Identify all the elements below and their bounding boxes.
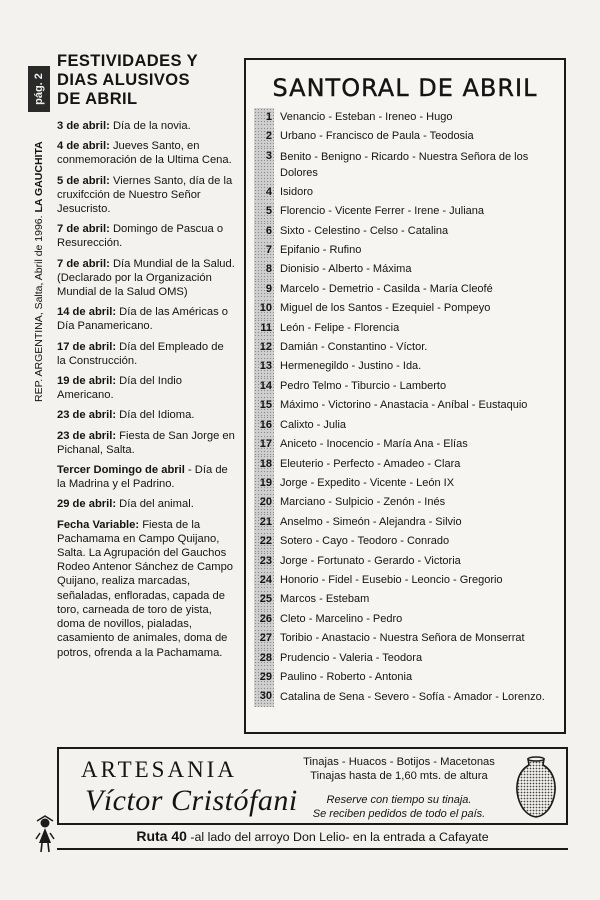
festividad-text: Día de la novia. xyxy=(109,120,191,132)
festividad-date: 29 de abril: xyxy=(57,498,117,511)
santoral-day-number: 5 xyxy=(254,202,274,221)
santoral-row xyxy=(254,319,556,338)
publication-line: REP. ARGENTINA, Salta, Abril de 1996. xyxy=(33,215,45,402)
santoral-row xyxy=(254,222,556,241)
page-number-label: pág. 2 xyxy=(33,73,46,105)
santoral-day-names: Sixto - Celestino - Celso - Catalina xyxy=(280,224,449,237)
santoral-day-names: Venancio - Esteban - Ireneo - Hugo xyxy=(280,111,453,123)
santoral-day-names: Marcelo - Demetrio - Casilda - María Cleofé xyxy=(280,282,493,295)
festividades-title xyxy=(57,52,235,109)
gauchita-mascot-icon xyxy=(34,815,56,855)
santoral-day-names: Calixto - Julia xyxy=(280,418,347,431)
festividad-date: 5 de abril: xyxy=(57,174,110,187)
reserve-line: Reserve con tiempo su tinaja. xyxy=(326,794,472,806)
reserve-line: Se reciben pedidos de todo el país. xyxy=(312,808,486,820)
santoral-day-names: Florencio - Vicente Ferrer - Irene - Juliana xyxy=(280,205,484,218)
santoral-day-number: 23 xyxy=(254,552,274,571)
santoral-day-names: Hermenegildo - Justino - Ida. xyxy=(280,360,422,373)
santoral-day-names: Catalina de Sena - Severo - Sofía - Amador - Lorenzo. xyxy=(280,691,545,704)
festividad-text: Día Mundial de la Salud. (Declarado por la Organización Mundial de la Salud OMS) xyxy=(57,257,235,299)
festividad-item xyxy=(57,257,235,300)
festividades-title-line: DE ABRIL xyxy=(57,90,138,108)
santoral-day-names: Benito - Benigno - Ricardo - Nuestra Señora de los Dolores xyxy=(280,150,529,179)
tinaja-jar-icon xyxy=(514,755,558,819)
festividad-date: 7 de abril: xyxy=(57,223,110,236)
products-text xyxy=(299,755,499,783)
santoral-day-number: 7 xyxy=(254,241,274,260)
festividad-text: Domingo de Pascua o Resurección. xyxy=(57,223,224,250)
festividad-item xyxy=(57,174,235,217)
festividades-title-line: FESTIVIDADES Y xyxy=(57,52,198,70)
festividad-text: - Día de la Madrina y el Padrino. xyxy=(57,464,228,491)
festividad-date: 4 de abril: xyxy=(57,140,110,153)
santoral-list xyxy=(254,108,556,707)
santoral-day-number: 21 xyxy=(254,513,274,532)
santoral-row xyxy=(254,127,556,146)
santoral-day-number: 26 xyxy=(254,610,274,629)
santoral-day-number: 14 xyxy=(254,377,274,396)
santoral-row xyxy=(254,552,556,571)
ruta-text: -al lado del arroyo Don Lelio- en la entrada a Cafayate xyxy=(186,830,489,844)
festividad-item xyxy=(57,408,235,422)
santoral-day-names: Anselmo - Simeón - Alejandra - Silvio xyxy=(280,515,462,528)
festividad-text: Fiesta de San Jorge en Pichanal, Salta. xyxy=(57,429,235,456)
santoral-title: SANTORAL DE ABRIL xyxy=(272,74,538,102)
products-line: Tinajas hasta de 1,60 mts. de altura xyxy=(310,770,488,782)
festividades-column xyxy=(57,52,235,666)
santoral-day-names: Damián - Constantino - Víctor. xyxy=(280,341,428,354)
santoral-row xyxy=(254,241,556,260)
festividad-date: 3 de abril: xyxy=(57,120,110,132)
artesania-ad xyxy=(57,747,568,825)
santoral-day-names: Urbano - Francisco de Paula - Teodosia xyxy=(280,130,474,143)
festividad-date: 23 de abril: xyxy=(57,429,117,442)
santoral-row xyxy=(254,260,556,279)
santoral-day-number: 25 xyxy=(254,590,274,609)
artisan-name: Víctor Cristófani xyxy=(85,784,298,817)
festividad-date: Tercer Domingo de abril xyxy=(57,464,185,477)
santoral-day-names: Marcos - Estebam xyxy=(280,593,370,606)
santoral-day-number: 17 xyxy=(254,435,274,454)
santoral-day-number: 18 xyxy=(254,455,274,474)
santoral-day-number: 12 xyxy=(254,338,274,357)
festividad-text: Día del animal. xyxy=(116,498,194,511)
santoral-day-names: Máximo - Victorino - Anastacia - Aníbal - Eustaquio xyxy=(280,399,528,412)
festividades-title-line: DIAS ALUSIVOS xyxy=(57,71,190,89)
festividad-item xyxy=(57,463,235,491)
santoral-row xyxy=(254,474,556,493)
santoral-day-number: 11 xyxy=(254,319,274,338)
santoral-row xyxy=(254,338,556,357)
reserve-text xyxy=(299,793,499,821)
artesania-title: ARTESANIA xyxy=(81,757,237,782)
santoral-row xyxy=(254,649,556,668)
santoral-row xyxy=(254,590,556,609)
santoral-row xyxy=(254,513,556,532)
festividades-list xyxy=(57,119,235,660)
santoral-row xyxy=(254,202,556,221)
santoral-row xyxy=(254,108,556,127)
festividad-text: Jueves Santo, en conmemoración de la Ultima Cena. xyxy=(57,140,232,167)
santoral-day-names: Cleto - Marcelino - Pedro xyxy=(280,612,403,625)
santoral-row xyxy=(254,455,556,474)
santoral-day-number: 9 xyxy=(254,280,274,299)
santoral-day-names: Jorge - Fortunato - Gerardo - Victoria xyxy=(280,554,461,567)
santoral-day-number: 20 xyxy=(254,493,274,512)
santoral-row xyxy=(254,396,556,415)
festividad-item xyxy=(57,518,235,660)
santoral-box xyxy=(244,58,566,734)
publication-name: LA GAUCHITA xyxy=(33,141,45,213)
publication-info xyxy=(32,124,46,402)
santoral-row xyxy=(254,532,556,551)
santoral-day-names: Aniceto - Inocencio - María Ana - Elías xyxy=(280,438,468,451)
festividad-text: Día del Indio Americano. xyxy=(57,375,183,402)
santoral-row xyxy=(254,687,556,707)
santoral-day-names: Isidoro xyxy=(280,185,314,198)
santoral-day-number: 16 xyxy=(254,416,274,435)
santoral-day-names: Epifanio - Rufino xyxy=(280,244,362,257)
festividad-date: 14 de abril: xyxy=(57,306,117,319)
santoral-row xyxy=(254,183,556,202)
santoral-day-number: 8 xyxy=(254,260,274,279)
santoral-day-names: Toribio - Anastacio - Nuestra Señora de Monserrat xyxy=(280,632,525,645)
santoral-row xyxy=(254,377,556,396)
santoral-day-number: 2 xyxy=(254,127,274,146)
santoral-day-names: León - Felipe - Florencia xyxy=(280,321,400,334)
santoral-day-names: Jorge - Expedito - Vicente - León IX xyxy=(280,476,455,489)
products-line: Tinajas - Huacos - Botijos - Macetonas xyxy=(303,756,495,768)
santoral-day-number: 4 xyxy=(254,183,274,202)
festividad-date: 17 de abril: xyxy=(57,340,117,353)
santoral-day-number: 13 xyxy=(254,357,274,376)
festividad-date: 23 de abril: xyxy=(57,409,117,422)
festividad-text: Día del Empleado de la Construcción. xyxy=(57,340,224,367)
festividad-item xyxy=(57,222,235,250)
santoral-row xyxy=(254,357,556,376)
ruta-bold: Ruta 40 xyxy=(136,828,187,844)
santoral-day-names: Miguel de los Santos - Ezequiel - Pompeyo xyxy=(280,302,491,315)
festividad-date: 19 de abril: xyxy=(57,375,117,388)
ruta-address xyxy=(57,825,568,850)
santoral-day-names: Dionisio - Alberto - Máxima xyxy=(280,263,412,276)
santoral-day-number: 6 xyxy=(254,222,274,241)
santoral-day-number: 30 xyxy=(254,687,274,707)
festividad-item xyxy=(57,119,235,133)
page-number-badge xyxy=(28,66,50,112)
festividad-date: 7 de abril: xyxy=(57,257,110,270)
santoral-day-number: 24 xyxy=(254,571,274,590)
santoral-row xyxy=(254,416,556,435)
santoral-day-number: 29 xyxy=(254,668,274,687)
santoral-day-names: Prudencio - Valeria - Teodora xyxy=(280,651,423,664)
santoral-day-number: 1 xyxy=(254,108,274,127)
festividad-text: Día del Idioma. xyxy=(116,409,195,422)
santoral-row xyxy=(254,629,556,648)
santoral-row xyxy=(254,610,556,629)
festividad-date: Fecha Variable: xyxy=(57,518,140,531)
santoral-day-names: Honorio - Fidel - Eusebio - Leoncio - Gregorio xyxy=(280,573,503,586)
santoral-day-names: Sotero - Cayo - Teodoro - Conrado xyxy=(280,535,450,548)
festividad-text: Fiesta de la Pachamama en Campo Quijano, Salta. La Agrupación del Gauchos Rodeo Antenor Sánchez de Campo Quijano, realiza marcadas, señaladas, enfloradas, capada de toro, carneada de toro de yista, doma de novillos, pialadas, casamiento de animales, doma de potros, ofrenda a la Pachamama. xyxy=(57,518,234,659)
santoral-day-number: 15 xyxy=(254,396,274,415)
santoral-row xyxy=(254,299,556,318)
santoral-day-number: 27 xyxy=(254,629,274,648)
santoral-row xyxy=(254,280,556,299)
santoral-day-names: Eleuterio - Perfecto - Amadeo - Clara xyxy=(280,457,461,470)
santoral-row xyxy=(254,571,556,590)
santoral-day-number: 10 xyxy=(254,299,274,318)
festividad-item xyxy=(57,305,235,333)
santoral-row xyxy=(254,147,556,183)
santoral-row xyxy=(254,435,556,454)
festividad-text: Viernes Santo, día de la cruxifcción de Nuestro Señor Jesucristo. xyxy=(57,174,233,216)
festividad-item xyxy=(57,139,235,167)
festividad-item xyxy=(57,429,235,457)
santoral-day-names: Paulino - Roberto - Antonia xyxy=(280,670,413,683)
side-strip xyxy=(28,66,50,402)
festividad-item xyxy=(57,340,235,368)
santoral-row xyxy=(254,493,556,512)
santoral-day-number: 19 xyxy=(254,474,274,493)
santoral-day-number: 28 xyxy=(254,649,274,668)
santoral-day-number: 22 xyxy=(254,532,274,551)
festividad-text: Día de las Américas o Día Panamericano. xyxy=(57,306,229,333)
festividad-item xyxy=(57,374,235,402)
santoral-row xyxy=(254,668,556,687)
santoral-day-names: Pedro Telmo - Tiburcio - Lamberto xyxy=(280,379,447,392)
santoral-day-names: Marciano - Sulpicio - Zenón - Inés xyxy=(280,496,446,509)
festividad-item xyxy=(57,497,235,511)
santoral-day-number: 3 xyxy=(254,147,274,183)
